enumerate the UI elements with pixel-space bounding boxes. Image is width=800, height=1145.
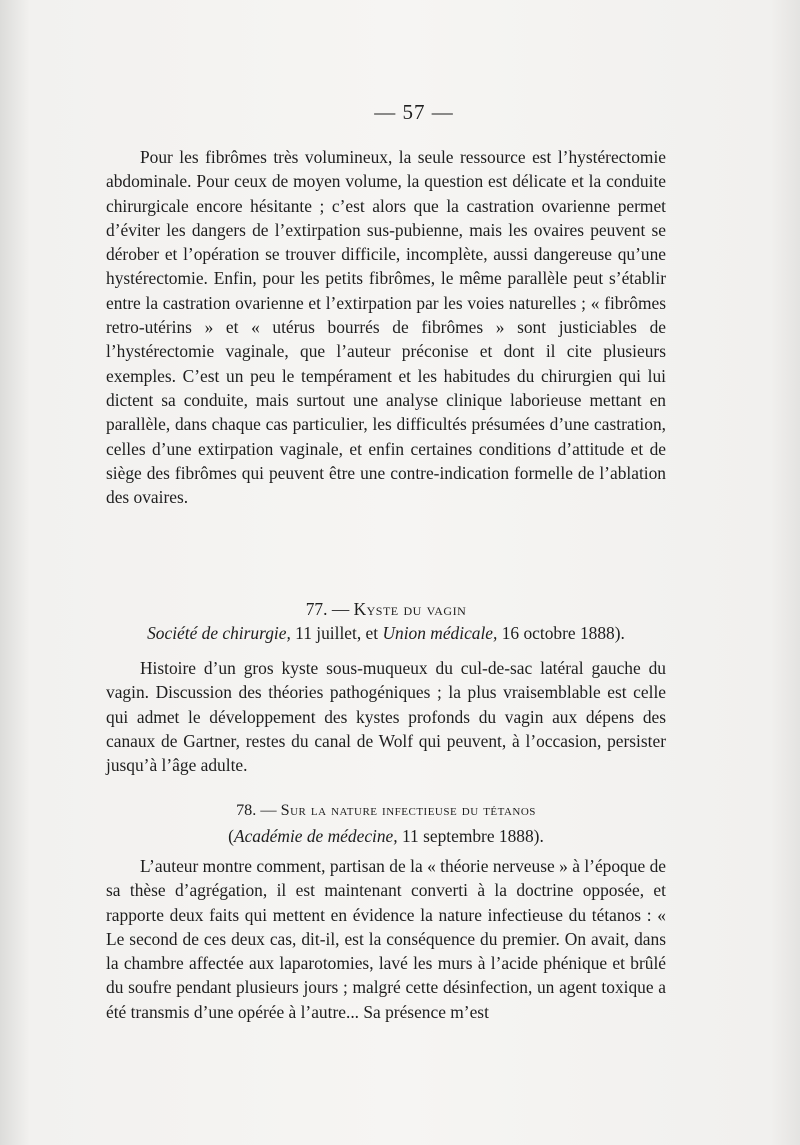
section-number: 78. — [236,801,281,819]
page-number: — 57 — [374,100,454,124]
section-title: Kyste du vagin [353,599,467,619]
source-date: 16 octobre 1888). [497,623,625,643]
source-journal: Académie de médecine, [233,826,398,846]
source-journal: Union médicale, [382,623,498,643]
section-title: Sur la nature infectieuse du tétanos [280,801,536,819]
paragraph-tetanos [106,854,666,1024]
open-paren: ( [228,826,234,846]
section-78-reference [106,824,666,848]
source-date: 11 juillet, et [290,623,383,643]
section-77-heading [106,597,666,621]
paragraph-text: Histoire d’un gros kyste sous-muqueux du cul-de-sac latéral gauche du vagin. Discussion des théories pathogéniques ; la plus vraisemblable est celle qui admet le développement des kystes profonds du vagin aux dépens des canaux de Gartner, restes du canal de Wolf qui peuvent, à l’occasion, persister jusqu’à l’âge adulte. [106,658,666,776]
section-number: 77. — [305,599,354,619]
paragraph-kyste [106,656,666,777]
section-77-reference [106,621,666,645]
section-78-heading [106,798,666,822]
paragraph-text: L’auteur montre comment, partisan de la « théorie nerveuse » à l’époque de sa thèse d’agrégation, il est maintenant converti à la doctrine opposée, et rapporte deux faits qui mettent en évidence la nature infectieuse du tétanos : « Le second de ces deux cas, dit-il, est la conséquence du premier. On avait, dans la chambre affectée aux laparotomies, lavé les murs à l’acide phénique et brûlé du soufre pendant plusieurs jours ; malgré cette désinfection, un agent toxique a été transmis d’une opérée à l’autre... Sa présence m’est [106,856,666,1022]
paragraph-text: Pour les fibrômes très volumineux, la seule ressource est l’hystérectomie abdominale. Pour ceux de moyen volume, la question est délicate et la conduite chirurgicale encore hésitante ; c’est alors que la castration ovarienne permet d’éviter les dangers de l’extirpation sus-pubienne, mais les ovaires peuvent se dérober et l’opération se trouver difficile, incomplète, aussi dangereuse qu’une hystérectomie. Enfin, pour les petits fibrômes, le même parallèle peut s’établir entre la castration ovarienne et l’extirpation par les voies naturelles ; « fibrômes retro-utérins » et « utérus bourrés de fibrômes » sont justiciables de l’hystérectomie vaginale, que l’auteur préconise et dont il cite plusieurs exemples. C’est un peu le tempérament et les habitudes du chirurgien qui lui dictent sa conduite, mais surtout une analyse clinique laborieuse mettant en parallèle, dans chaque cas particulier, les difficultés présumées d’une castration, celles d’une extirpation vaginale, et enfin certaines conditions d’attitude et de siège des fibrômes qui peuvent être une contre-indication formelle de l’ablation des ovaires. [106,147,666,508]
source-journal: Société de chirurgie, [147,623,291,643]
paragraph-fibromes [106,145,666,509]
source-date: 11 septembre 1888). [397,826,544,846]
